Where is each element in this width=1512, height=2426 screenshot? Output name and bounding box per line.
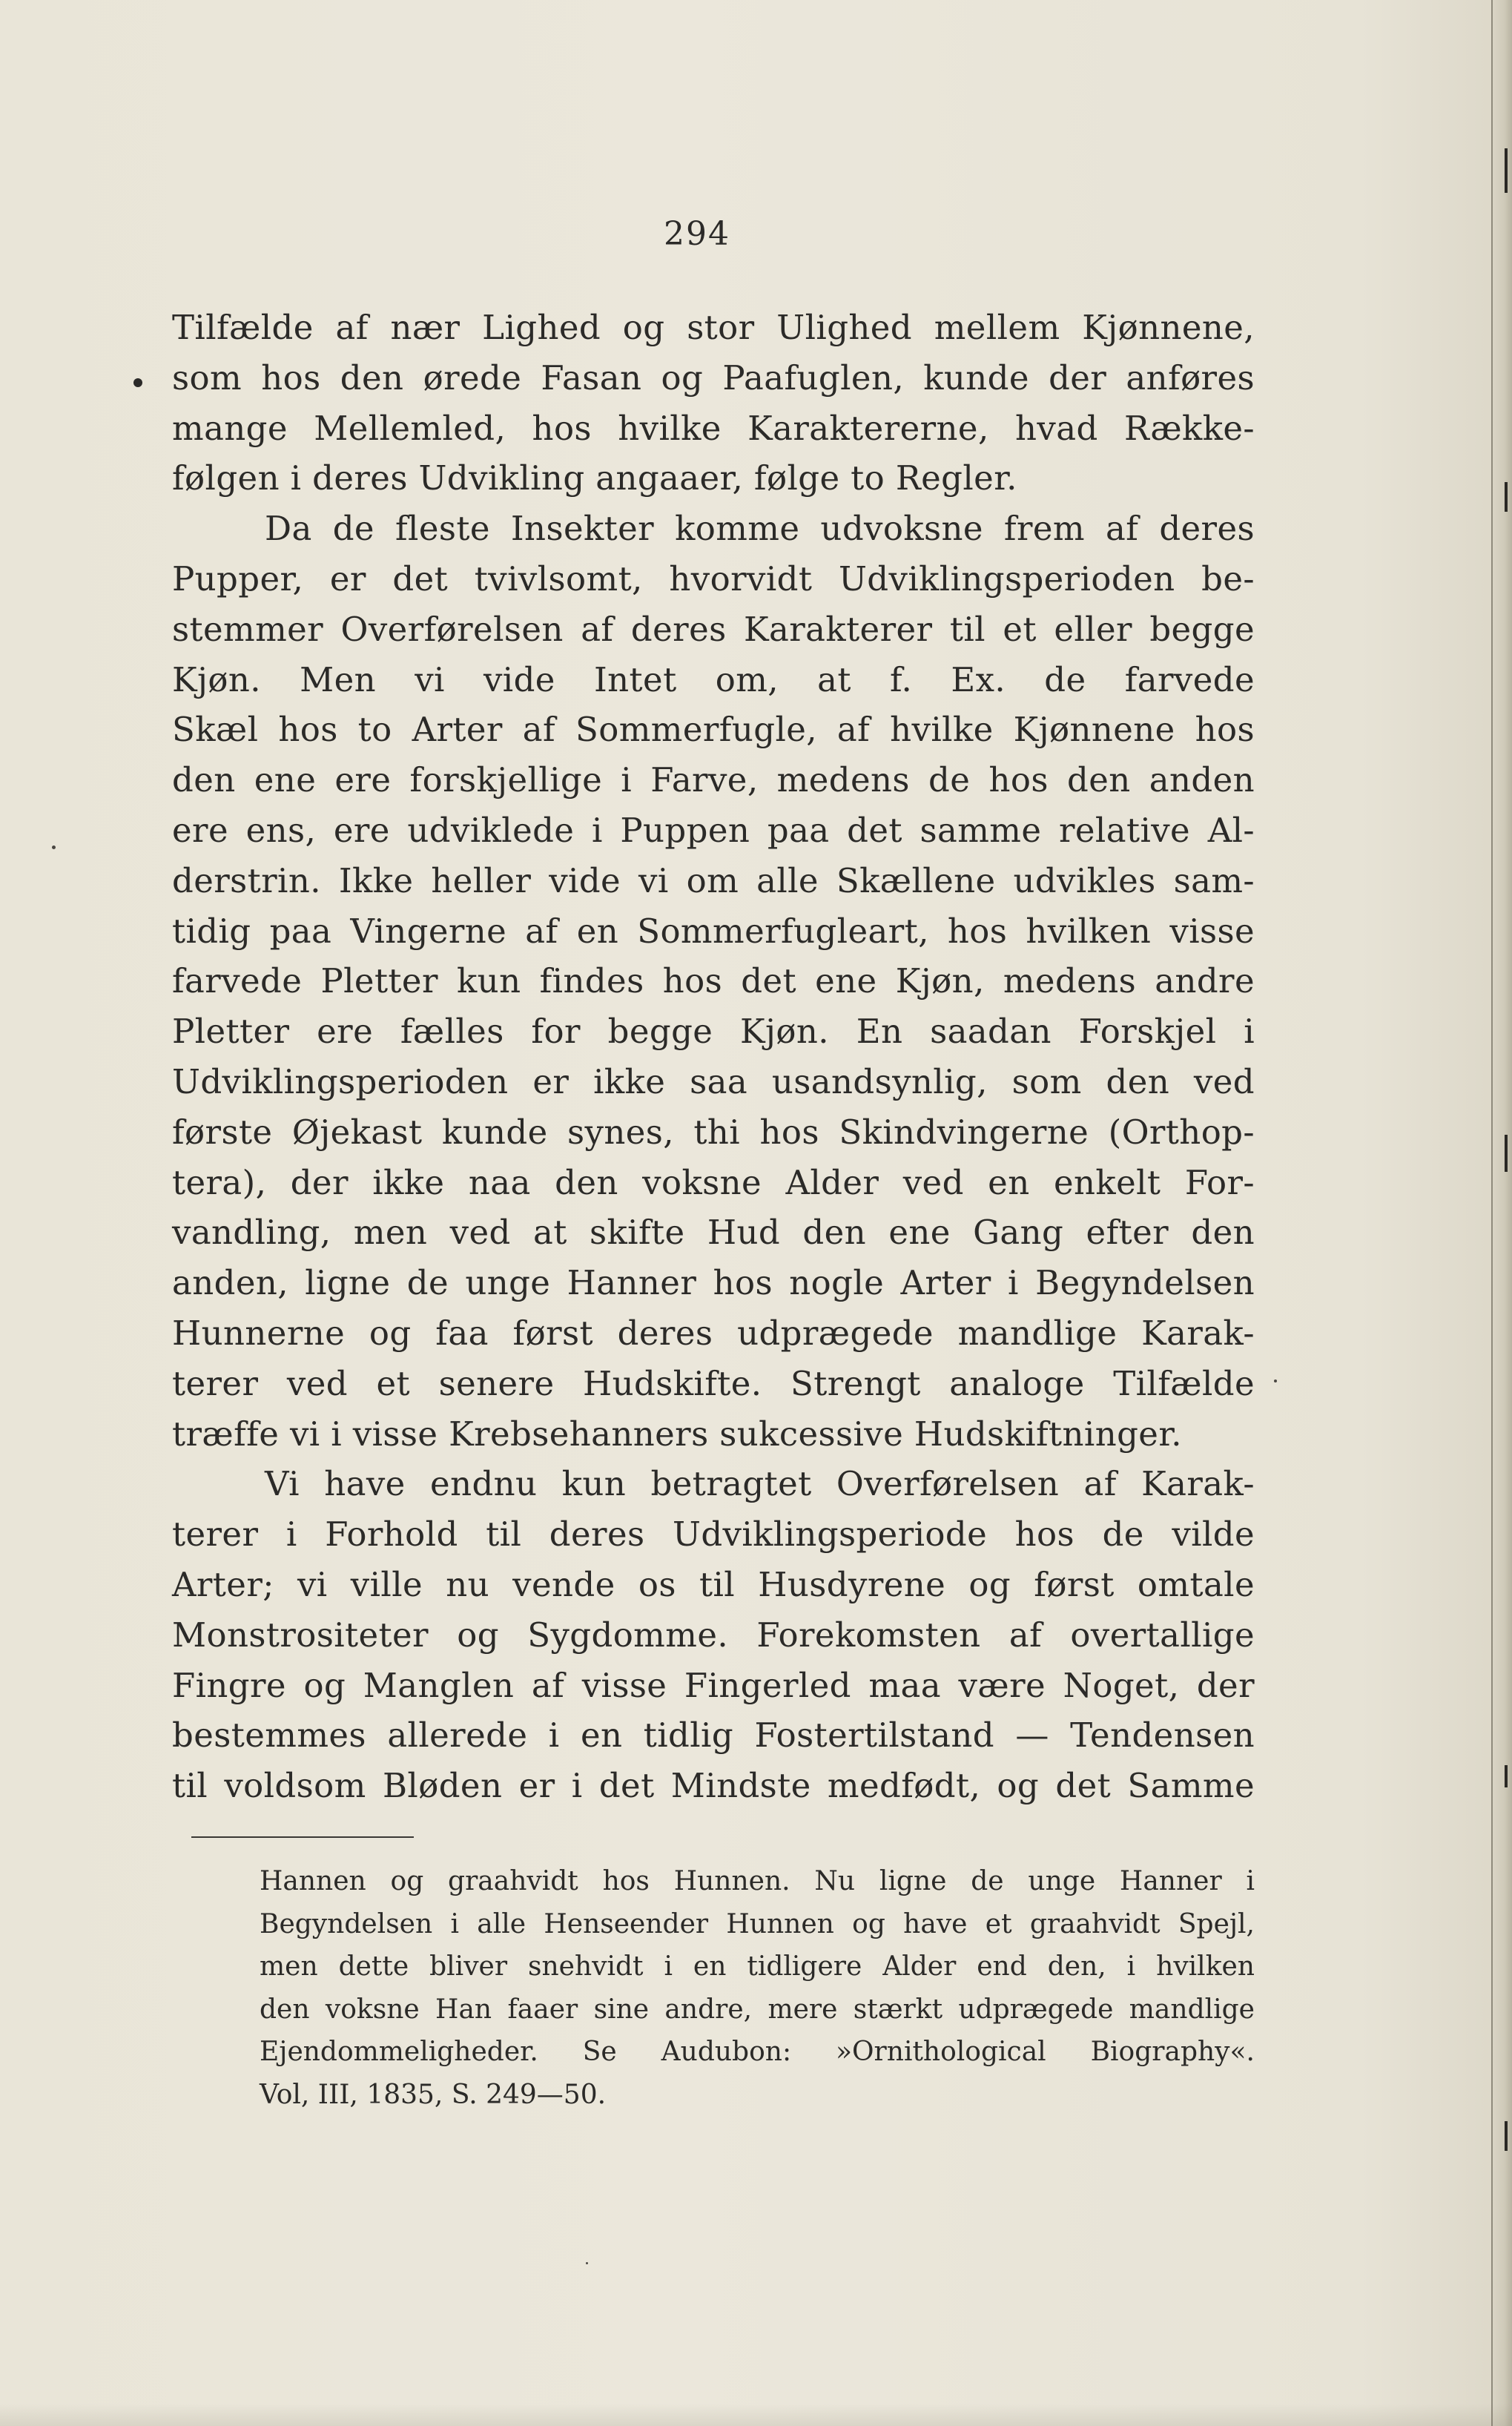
text-line: tidig paa Vingerne af en Sommerfugleart, hos hvilken visse: [172, 911, 1255, 951]
text-line: Tilfælde af nær Lighed og stor Ulighed mellem Kjønnene,: [172, 308, 1255, 347]
page-shadow: [0, 2404, 1512, 2426]
text-line: Vi have endnu kun betragtet Overførelsen af Karak-: [265, 1464, 1255, 1504]
footnote-line: Hannen og graahvidt hos Hunnen. Nu ligne de unge Hanner i: [260, 1866, 1255, 1896]
text-line: Hunnerne og faa først deres udprægede mandlige Karak-: [172, 1313, 1255, 1353]
text-line: som hos den ørede Fasan og Paafuglen, kunde der anføres: [172, 357, 1255, 398]
page-number: 294: [664, 215, 730, 253]
text-line: mange Mellemled, hos hvilke Karaktererne, hvad Række-: [172, 408, 1255, 448]
footnote-line: Vol, III, 1835, S. 249—50.: [260, 2079, 607, 2110]
footnote: [260, 1860, 1255, 2116]
footnote-line: Ejendommeligheder. Se Audubon: »Ornithological Biography«.: [260, 2037, 1255, 2067]
text-line: Fingre og Manglen af visse Fingerled maa være Noget, der: [172, 1665, 1255, 1705]
text-line: bestemmes allerede i en tidlig Fostertilstand — Tendensen: [172, 1715, 1255, 1756]
paper-speck: [52, 846, 56, 849]
text-line: den ene ere forskjellige i Farve, medens de hos den anden: [172, 760, 1255, 800]
text-line: stemmer Overførelsen af deres Karakterer til et eller begge: [172, 609, 1255, 649]
footnote-line: men dette bliver snehvidt i en tidligere Alder end den, i hvilken: [260, 1951, 1255, 1982]
text-line: derstrin. Ikke heller vide vi om alle Skællene udvikles sam-: [172, 860, 1255, 900]
edge-mark: [1505, 1135, 1508, 1172]
text-line: farvede Pletter kun findes hos det ene Kjøn, medens andre: [172, 961, 1255, 1001]
text-line: tera), der ikke naa den voksne Alder ved en enkelt For-: [172, 1162, 1255, 1202]
text-line: Da de fleste Insekter komme udvoksne frem af deres: [265, 509, 1255, 549]
footnote-rule: [191, 1836, 414, 1838]
text-line: terer ved et senere Hudskifte. Strengt analoge Tilfælde: [172, 1363, 1255, 1403]
paper-speck: [586, 2262, 588, 2264]
text-line: anden, ligne de unge Hanner hos nogle Arter i Begyndelsen: [172, 1263, 1255, 1303]
footnote-line: den voksne Han faaer sine andre, mere stærkt udprægede mandlige: [260, 1994, 1255, 2025]
edge-mark: [1505, 148, 1508, 193]
edge-mark: [1505, 482, 1508, 512]
main-text: [172, 303, 1255, 1811]
text-line: til voldsom Bløden er i det Mindste medfødt, og det Samme: [172, 1766, 1255, 1806]
text-line: Pletter ere fælles for begge Kjøn. En saadan Forskjel i: [172, 1012, 1255, 1052]
text-line: Monstrositeter og Sygdomme. Forekomsten af overtallige: [172, 1615, 1255, 1655]
page-edge: [1491, 0, 1512, 2426]
text-line: Pupper, er det tvivlsomt, hvorvidt Udviklingsperioden be-: [172, 558, 1255, 599]
text-line: første Øjekast kunde synes, thi hos Skindvingerne (Orthop-: [172, 1112, 1255, 1152]
text-line: Skæl hos to Arter af Sommerfugle, af hvilke Kjønnene hos: [172, 710, 1255, 750]
text-line: Udviklingsperioden er ikke saa usandsynlig, som den ved: [172, 1061, 1255, 1101]
text-line: Arter; vi ville nu vende os til Husdyrene og først omtale: [172, 1564, 1255, 1604]
text-line: Kjøn. Men vi vide Intet om, at f. Ex. de farvede: [172, 659, 1255, 699]
footnote-line: Begyndelsen i alle Henseender Hunnen og have et graahvidt Spejl,: [260, 1908, 1255, 1939]
edge-mark: [1505, 1765, 1508, 1787]
paper-speck: [1274, 1380, 1277, 1382]
text-line: ere ens, ere udviklede i Puppen paa det samme relative Al-: [172, 810, 1255, 850]
text-line: træffe vi i visse Krebsehanners sukcessive Hudskiftninger.: [172, 1414, 1182, 1454]
text-line: terer i Forhold til deres Udviklingsperiode hos de vilde: [172, 1514, 1255, 1555]
text-line: vandling, men ved at skifte Hud den ene Gang efter den: [172, 1213, 1255, 1253]
edge-mark: [1505, 2121, 1508, 2151]
text-line: følgen i deres Udvikling angaaer, følge to Regler.: [172, 458, 1017, 498]
margin-mark: [133, 378, 142, 387]
